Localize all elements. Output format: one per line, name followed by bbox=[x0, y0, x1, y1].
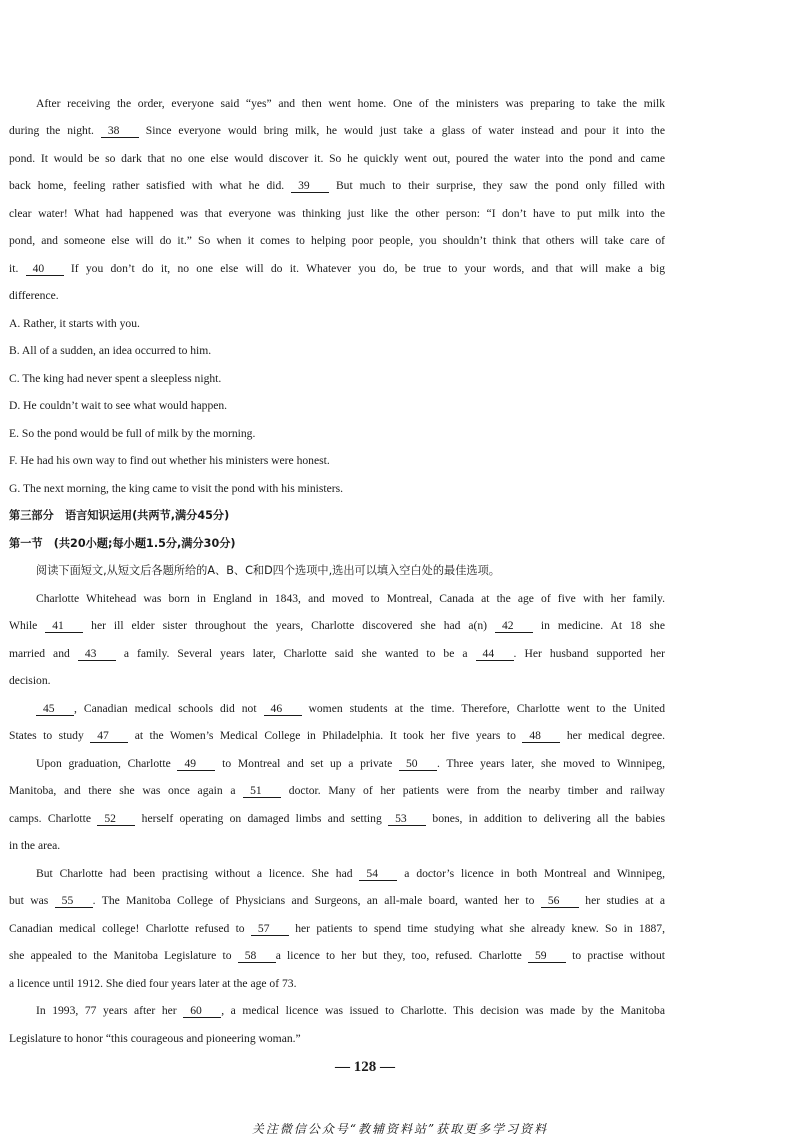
option-d: D. He couldn’t wait to see what would happen. bbox=[9, 399, 228, 412]
cloze-line: Charlotte Whitehead was born in England in 1843, and moved to Montreal, Canada at the age of five with her family. bbox=[36, 592, 665, 605]
cloze-line: but was 55 . The Manitoba College of Physicians and Surgeons, an all-male board, wanted her to 56 her studies at a bbox=[9, 894, 665, 907]
blank-49: 49 bbox=[177, 758, 215, 771]
cloze-line: Canadian medical college! Charlotte refused to 57 her patients to spend time studying what she already knew. So in 1887, bbox=[9, 922, 666, 935]
passage-line: pond, and someone else will do it.” So when it comes to helping poor people, you shouldn’t think that others will take care of bbox=[9, 234, 665, 247]
blank-53: 53 bbox=[388, 813, 426, 826]
blank-38: 38 bbox=[101, 125, 139, 138]
blank-42: 42 bbox=[495, 620, 533, 633]
cloze-line: married and 43 a family. Several years later, Charlotte said she wanted to be a 44 . Her husband supported her bbox=[9, 647, 666, 660]
blank-55: 55 bbox=[55, 895, 93, 908]
instruction: 阅读下面短文,从短文后各题所给的A、B、C和D四个选项中,选出可以填入空白处的最佳选项。 bbox=[36, 564, 500, 577]
option-a: A. Rather, it starts with you. bbox=[9, 317, 140, 330]
passage-line: pond. It would be so dark that no one else would discover it. So he quickly went out, poured the water into the pond and came bbox=[9, 152, 665, 165]
passage-line: clear water! What had happened was that everyone was thinking just like the other person: “I don’t have to put milk into the bbox=[9, 207, 665, 220]
cloze-line: Manitoba, and there she was once again a 51 doctor. Many of her patients were from the nearby timber and railway bbox=[9, 784, 665, 797]
blank-52: 52 bbox=[97, 813, 135, 826]
cloze-line: 45 , Canadian medical schools did not 46 women students at the time. Therefore, Charlotte went to the United bbox=[36, 702, 665, 716]
cloze-line: But Charlotte had been practising without a licence. She had 54 a doctor’s licence in both Montreal and Winnipeg, bbox=[36, 867, 665, 880]
cloze-line: While 41 her ill elder sister throughout the years, Charlotte discovered she had a(n) 42 in medicine. At 18 she bbox=[9, 619, 665, 632]
blank-58: 58 bbox=[238, 950, 276, 963]
cloze-line: decision. bbox=[9, 674, 51, 687]
blank-60: 60 bbox=[183, 1005, 221, 1018]
cloze-line: camps. Charlotte 52 herself operating on damaged limbs and setting 53 bones, in addition to delivering all the babies bbox=[9, 812, 665, 825]
cloze-line: she appealed to the Manitoba Legislature to 58 a licence to her but they, too, refused. Charlotte 59 to practise without bbox=[9, 949, 665, 962]
blank-44: 44 bbox=[476, 648, 514, 661]
subsection-title: 第一节 (共20小题;每小题1.5分,满分30分) bbox=[9, 537, 236, 550]
cloze-line: in the area. bbox=[9, 839, 61, 852]
cloze-line: Legislature to honor “this courageous and pioneering woman.” bbox=[9, 1032, 301, 1045]
passage-line: it. 40 If you don’t do it, no one else will do it. Whatever you do, be true to your words, and that will make a big bbox=[9, 262, 666, 275]
cloze-line: Upon graduation, Charlotte 49 to Montreal and set up a private 50 . Three years later, she moved to Winnipeg, bbox=[36, 757, 665, 770]
option-f: F. He had his own way to find out whether his ministers were honest. bbox=[9, 454, 330, 467]
blank-48: 48 bbox=[522, 730, 560, 743]
passage-line: back home, feeling rather satisfied with what he did. 39 But much to their surprise, they saw the pond only filled with bbox=[9, 179, 665, 192]
footer-note: 关注微信公众号“教辅资料站”获取更多学习资料 bbox=[251, 1122, 549, 1136]
cloze-line: In 1993, 77 years after her 60 , a medical licence was issued to Charlotte. This decision was made by the Manitoba bbox=[36, 1004, 665, 1017]
blank-39: 39 bbox=[291, 180, 329, 193]
option-g: G. The next morning, the king came to visit the pond with his ministers. bbox=[9, 482, 344, 495]
option-e: E. So the pond would be full of milk by the morning. bbox=[9, 427, 256, 440]
passage-line: difference. bbox=[9, 289, 59, 302]
cloze-line: States to study 47 at the Women’s Medical College in Philadelphia. It took her five years to 48 her medical degree. bbox=[9, 729, 666, 742]
part-title: 第三部分 语言知识运用(共两节,满分45分) bbox=[9, 509, 230, 522]
page-number: — 128 — bbox=[335, 1059, 395, 1075]
blank-45: 45 bbox=[36, 703, 74, 716]
blank-59: 59 bbox=[528, 950, 566, 963]
blank-56: 56 bbox=[541, 895, 579, 908]
option-b: B. All of a sudden, an idea occurred to him. bbox=[9, 344, 212, 357]
blank-51: 51 bbox=[243, 785, 281, 798]
passage-line: during the night. 38 Since everyone would bring milk, he would just take a glass of water instead and pour it into the bbox=[9, 124, 665, 137]
cloze-line: a licence until 1912. She died four years later at the age of 73. bbox=[9, 977, 297, 990]
passage-line: After receiving the order, everyone said “yes” and then went home. One of the ministers was preparing to take the milk bbox=[36, 97, 665, 110]
option-c: C. The king had never spent a sleepless night. bbox=[9, 372, 222, 385]
blank-50: 50 bbox=[399, 758, 437, 771]
blank-54: 54 bbox=[359, 868, 397, 881]
blank-46: 46 bbox=[264, 703, 302, 716]
blank-40: 40 bbox=[26, 263, 64, 276]
blank-41: 41 bbox=[45, 620, 83, 633]
blank-57: 57 bbox=[251, 923, 289, 936]
blank-43: 43 bbox=[78, 648, 116, 661]
blank-47: 47 bbox=[90, 730, 128, 743]
